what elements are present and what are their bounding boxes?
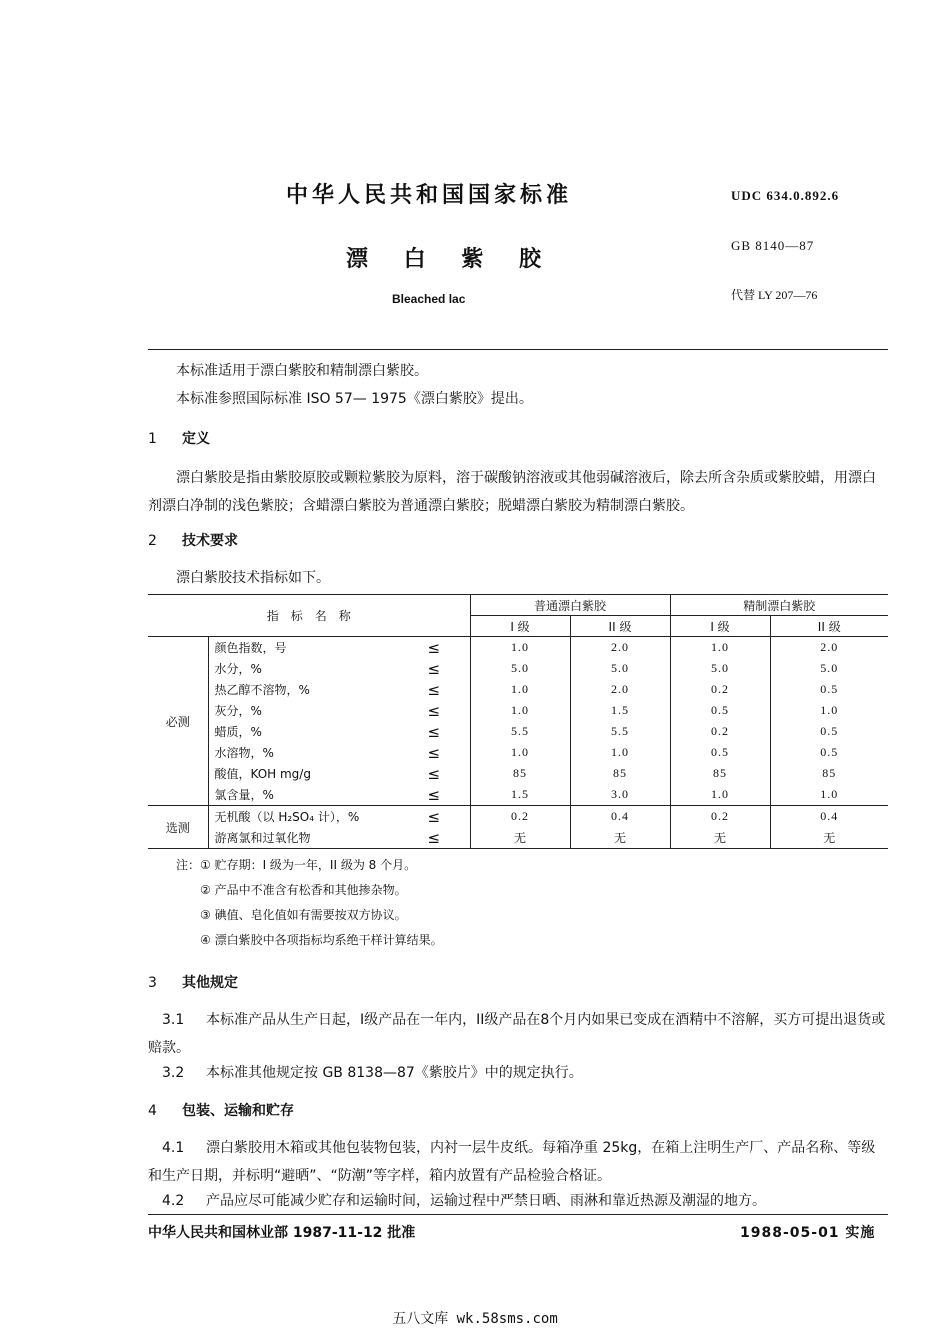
clause-number: 4.2	[162, 1193, 185, 1209]
section-number: 1	[148, 431, 157, 447]
clause-text: 漂白紫胶用木箱或其他包装物包装，内衬一层牛皮纸。每箱净重 25kg，在箱上注明生产厂、产品名称、等级和生产日期，并标明“避晒”、“防潮”等字样，箱内放置有产品检验合格证。	[148, 1140, 876, 1184]
le-symbol: ≤	[427, 680, 441, 699]
footer-divider	[148, 1214, 888, 1215]
value-cell: 85	[470, 763, 570, 784]
value-cell: 0.4	[770, 806, 888, 828]
section-number: 2	[148, 533, 157, 549]
table-note: ③ 碘值、皂化值如有需要按双方协议。	[200, 908, 407, 922]
gb-number: GB 8140—87	[731, 238, 815, 253]
table-row	[148, 784, 888, 806]
clause-4-1	[148, 1134, 888, 1190]
document-title: 漂 白 紫 胶	[346, 247, 555, 272]
value-cell: 0.2	[670, 679, 770, 700]
section-1-heading	[148, 428, 210, 448]
indicator-name: 热乙醇不溶物，%	[208, 679, 398, 700]
value-cell: 0.5	[670, 742, 770, 763]
clause-text: 本标准其他规定按 GB 8138—87《紫胶片》中的规定执行。	[206, 1065, 583, 1081]
clause-text: 本标准产品从生产日起，I级产品在一年内，II级产品在8个月内如果已变成在酒精中不溶解，买方可提出退货或赔款。	[148, 1012, 886, 1056]
value-cell: 85	[670, 763, 770, 784]
section-number: 4	[148, 1103, 157, 1119]
value-cell: 1.0	[470, 700, 570, 721]
value-cell: 5.0	[570, 658, 670, 679]
value-cell: 无	[570, 827, 670, 849]
value-cell: 0.5	[770, 679, 888, 700]
group-header-ordinary: 普通漂白紫胶	[470, 595, 670, 616]
table-row	[148, 742, 888, 763]
value-cell: 3.0	[570, 784, 670, 806]
intro-reference: 本标准参照国际标准 ISO 57— 1975《漂白紫胶》提出。	[176, 391, 533, 407]
table-row	[148, 721, 888, 742]
clause-3-1	[148, 1006, 888, 1062]
table-row	[148, 679, 888, 700]
table-note: ② 产品中不准含有松香和其他掺杂物。	[200, 883, 407, 897]
clause-text: 产品应尽可能减少贮存和运输时间，运输过程中严禁日晒、雨淋和靠近热源及潮湿的地方。	[206, 1193, 766, 1209]
table-row	[148, 827, 888, 849]
replaces-standard: 代替 LY 207—76	[731, 288, 818, 302]
grade-header: I 级	[470, 616, 570, 637]
header-divider	[148, 349, 888, 350]
value-cell: 0.5	[770, 742, 888, 763]
indicator-name: 无机酸（以 H₂SO₄ 计），%	[208, 806, 398, 828]
le-symbol: ≤	[427, 764, 441, 783]
value-cell: 5.5	[470, 721, 570, 742]
section-title: 定义	[182, 431, 210, 447]
value-cell: 0.2	[670, 721, 770, 742]
table-note: 注：① 贮存期：I 级为一年，II 级为 8 个月。	[176, 858, 417, 872]
value-cell: 5.0	[470, 658, 570, 679]
section-number: 3	[148, 975, 157, 991]
implementation-date: 1988-05-01 实施	[740, 1225, 876, 1241]
value-cell: 2.0	[770, 637, 888, 659]
value-cell: 1.5	[470, 784, 570, 806]
le-symbol: ≤	[427, 785, 441, 804]
section-title: 包装、运输和贮存	[182, 1103, 294, 1119]
value-cell: 无	[470, 827, 570, 849]
value-cell: 0.2	[670, 806, 770, 828]
value-cell: 5.0	[670, 658, 770, 679]
grade-header: II 级	[570, 616, 670, 637]
value-cell: 0.4	[570, 806, 670, 828]
intro-scope: 本标准适用于漂白紫胶和精制漂白紫胶。	[176, 363, 428, 379]
section-title: 其他规定	[182, 975, 238, 991]
le-symbol: ≤	[398, 827, 470, 849]
grade-header: II 级	[770, 616, 888, 637]
col-header-name: 指 标 名 称	[148, 595, 470, 637]
value-cell: 0.5	[770, 721, 888, 742]
approval-line: 中华人民共和国林业部 1987-11-12 批准	[148, 1225, 416, 1241]
value-cell: 2.0	[570, 637, 670, 659]
value-cell: 无	[670, 827, 770, 849]
indicator-name: 灰分，%	[208, 700, 398, 721]
table-row	[148, 658, 888, 679]
section-2-heading	[148, 530, 238, 550]
le-symbol: ≤	[427, 743, 441, 762]
clause-3-2	[162, 1062, 583, 1082]
indicator-name: 氯含量，%	[208, 784, 398, 806]
le-symbol: ≤	[427, 659, 441, 678]
indicator-name: 水分，%	[208, 658, 398, 679]
clause-number: 4.1	[162, 1140, 185, 1156]
value-cell: 无	[770, 827, 888, 849]
value-cell: 5.0	[770, 658, 888, 679]
document-title-english: Bleached lac	[392, 292, 466, 306]
section-title: 技术要求	[182, 533, 238, 549]
table-row	[148, 700, 888, 721]
value-cell: 85	[570, 763, 670, 784]
value-cell: 1.0	[670, 637, 770, 659]
spec-table	[148, 594, 888, 849]
value-cell: 85	[770, 763, 888, 784]
value-cell: 1.0	[770, 784, 888, 806]
value-cell: 1.0	[470, 679, 570, 700]
section-3-heading	[148, 972, 238, 992]
indicator-name: 酸值，KOH mg/g	[208, 763, 398, 784]
value-cell: 2.0	[570, 679, 670, 700]
indicator-name: 游离氯和过氧化物	[208, 827, 398, 849]
value-cell: 1.0	[670, 784, 770, 806]
clause-4-2	[162, 1190, 766, 1210]
indicator-name: 蜡质，%	[208, 721, 398, 742]
indicator-name: 水溶物，%	[208, 742, 398, 763]
table-row	[148, 806, 888, 828]
le-symbol: ≤	[427, 722, 441, 741]
section-2-body: 漂白紫胶技术指标如下。	[176, 570, 330, 586]
indicator-name: 颜色指数，号	[208, 637, 398, 659]
value-cell: 0.2	[470, 806, 570, 828]
value-cell: 5.5	[570, 721, 670, 742]
table-row	[148, 763, 888, 784]
value-cell: 0.5	[670, 700, 770, 721]
le-symbol: ≤	[398, 806, 470, 828]
le-symbol: ≤	[398, 637, 470, 659]
table-row	[148, 637, 888, 659]
le-symbol: ≤	[427, 701, 441, 720]
value-cell: 1.0	[470, 637, 570, 659]
site-caption: 五八文库 wk.58sms.com	[392, 1311, 558, 1327]
grade-header: I 级	[670, 616, 770, 637]
group-label-optional: 选测	[148, 806, 208, 849]
value-cell: 1.0	[770, 700, 888, 721]
group-header-refined: 精制漂白紫胶	[670, 595, 888, 616]
section-4-heading	[148, 1100, 294, 1120]
value-cell: 1.0	[570, 742, 670, 763]
udc-code: UDC 634.0.892.6	[731, 188, 840, 203]
group-label-required: 必测	[148, 637, 208, 806]
clause-number: 3.1	[162, 1012, 185, 1028]
section-1-body: 漂白紫胶是指由紫胶原胶或颗粒紫胶为原料，溶于碳酸钠溶液或其他弱碱溶液后，除去所含杂质或紫胶蜡，用漂白剂漂白净制的浅色紫胶；含蜡漂白紫胶为普通漂白紫胶；脱蜡漂白紫胶为精制漂白紫胶。	[148, 470, 876, 514]
clause-number: 3.2	[162, 1065, 185, 1081]
standard-title: 中华人民共和国国家标准	[286, 183, 573, 208]
value-cell: 1.5	[570, 700, 670, 721]
value-cell: 1.0	[470, 742, 570, 763]
table-note: ④ 漂白紫胶中各项指标均系绝干样计算结果。	[200, 933, 443, 947]
